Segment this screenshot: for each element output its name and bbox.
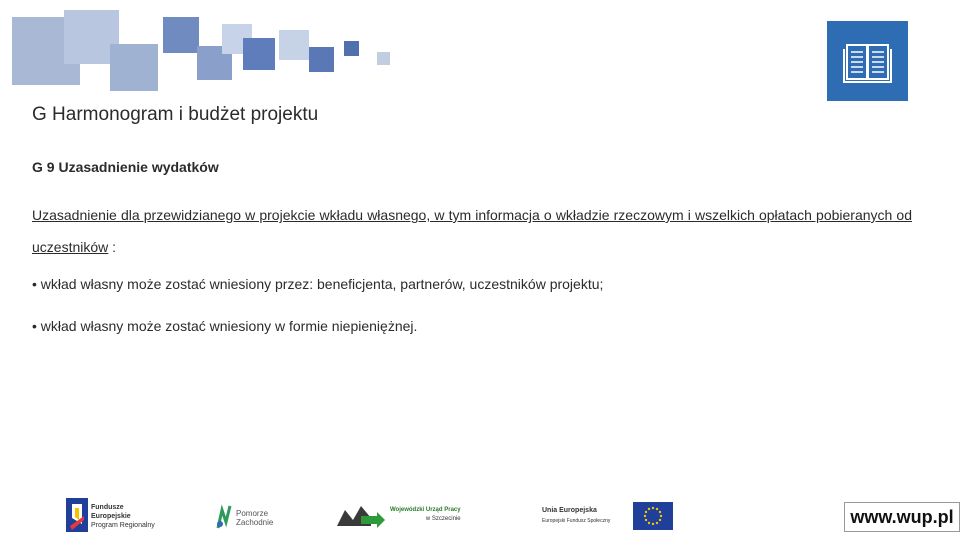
bullet-item-1: • wkład własny może zostać wniesiony przez: beneficjenta, partnerów, uczestników projektu; — [32, 276, 604, 292]
page-title: G Harmonogram i budżet projektu — [32, 104, 319, 125]
wup-logo-icon — [337, 502, 385, 528]
eu-flag-icon — [633, 502, 673, 530]
book-icon-box — [827, 21, 908, 101]
wup-logo-text: Wojewódzki Urząd Pracy w Szczecinie — [390, 507, 461, 522]
bullet-item-2: • wkład własny może zostać wniesiony w formie niepieniężnej. — [32, 318, 418, 334]
paragraph-underlined-text: Uzasadnienie dla przewidzianego w projekcie wkładu własnego, w tym informacja o wkładzie rzeczowym i wszelkich opłatach pobieranych od uczestników — [32, 207, 912, 255]
ue-logo-text: Unia Europejska Europejski Fundusz Społeczny — [542, 507, 611, 524]
paragraph-suffix: : — [108, 239, 117, 255]
website-url[interactable]: www.wup.pl — [844, 502, 960, 532]
pz-logo-text: Pomorze Zachodnie — [236, 509, 274, 527]
fe-logo-text: Fundusze Europejskie Program Regionalny — [91, 504, 155, 529]
fundusze-europejskie-logo-icon — [66, 498, 88, 532]
justification-paragraph — [32, 199, 912, 263]
section-subtitle: G 9 Uzasadnienie wydatków — [32, 159, 219, 175]
pomorze-zachodnie-logo-icon — [214, 502, 234, 530]
open-book-icon — [827, 21, 908, 101]
